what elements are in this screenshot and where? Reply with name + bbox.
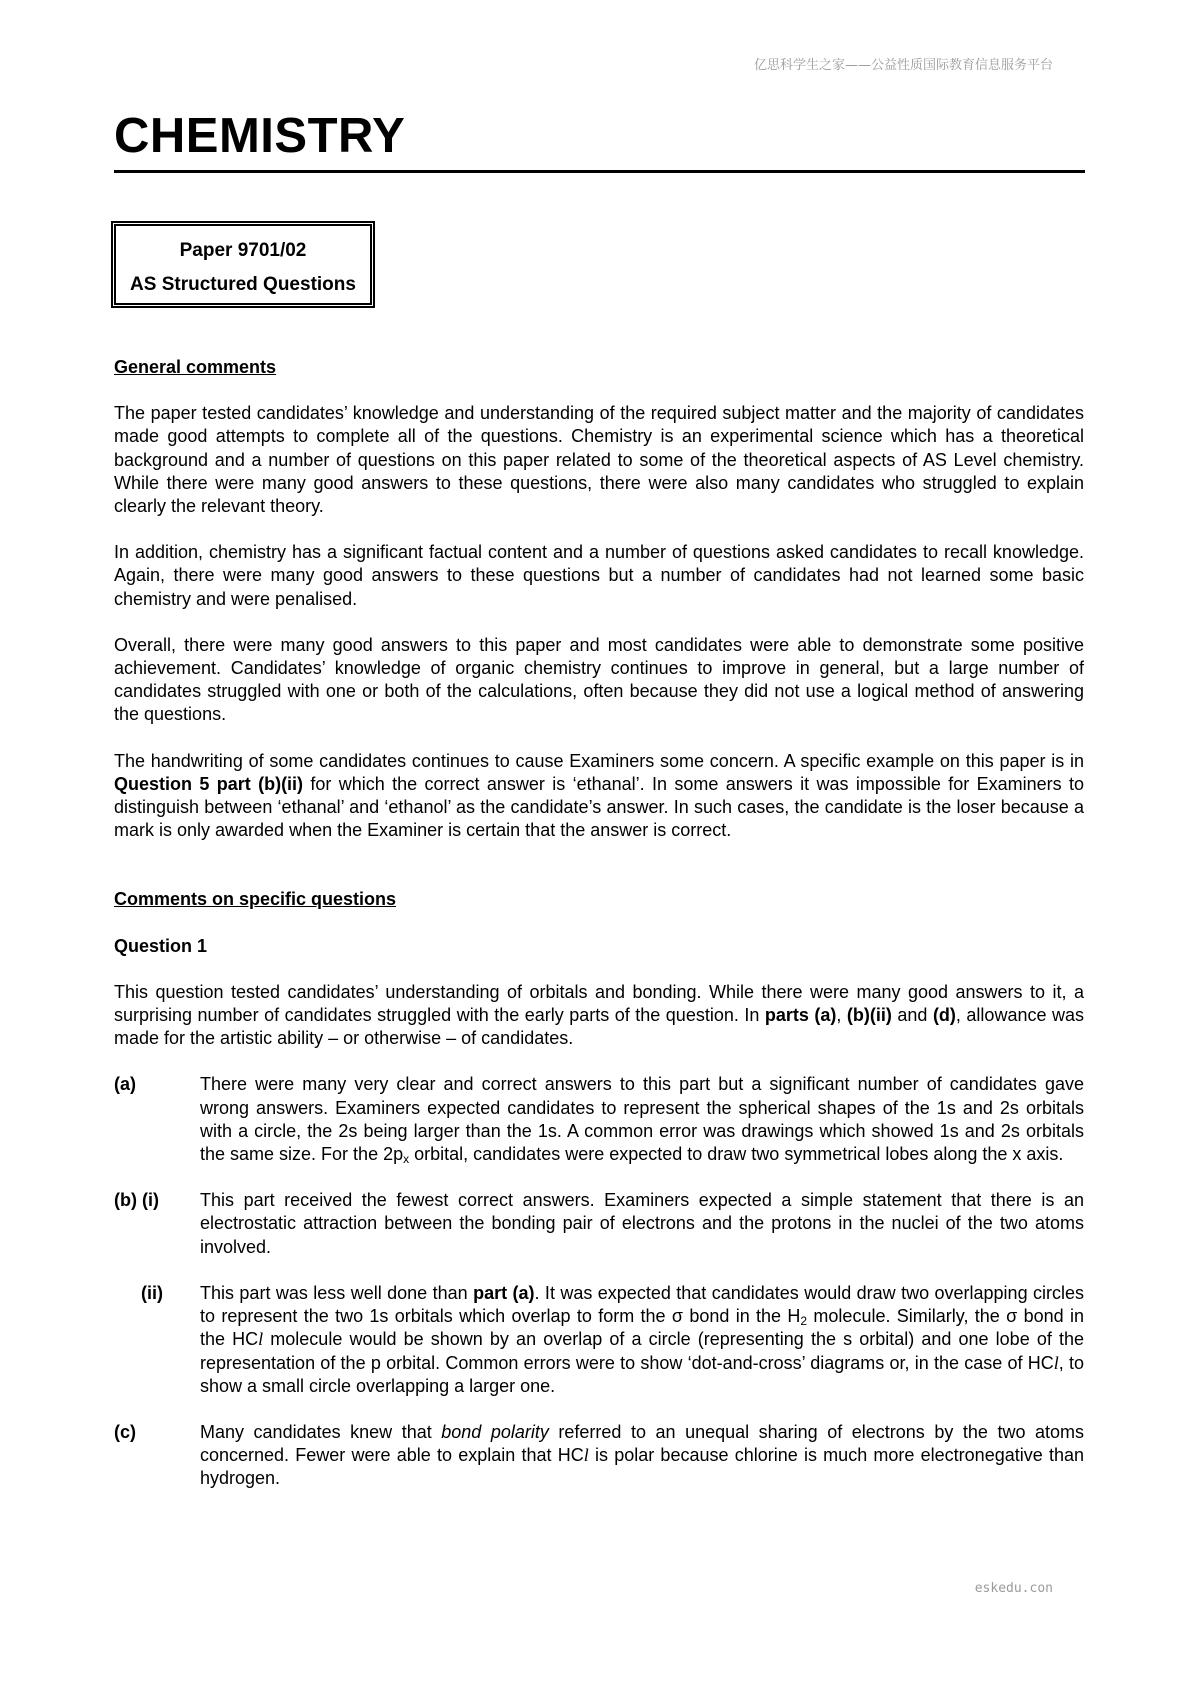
part-a-text: There were many very clear and correct answers to this part but a significant number of candidates gave wrong answers. Examiners expected candidates to represent the spherical shapes of the 1s and 2s orbitals with a circle, the 2s being larger than the 1s. A common error was drawings which showed 1s and 2s orbitals the same size. For the $2p_x$ orbital, candidates were expected to draw two symmetrical lobes along the x axis. [200, 1074, 1084, 1167]
part-b-label: (b) [114, 1190, 137, 1211]
part-c-label: (c) [114, 1421, 136, 1442]
general-comments-heading: General comments [114, 357, 277, 377]
specific-comments-heading: Comments on specific questions [114, 889, 397, 910]
part-b-ii [114, 1282, 1084, 1398]
paper-box [111, 221, 375, 308]
watermark-bottom: eskedu.con [974, 1581, 1053, 1596]
question-1-heading: Question 1 [114, 935, 208, 956]
watermark-top: 亿思科学生之家——公益性质国际教育信息服务平台 [753, 58, 1053, 73]
paper-code: Paper 9701/02 [179, 240, 307, 261]
part-c-text: Many candidates knew that bond polarity referred to an unequal sharing of electrons by the two atoms concerned. Fewer were able to explain that HCl is polar because chlorine is much more electronegative than hydrogen. [200, 1421, 1084, 1489]
part-b-ii-label: (ii) [141, 1282, 163, 1303]
report-content [114, 356, 1084, 1491]
general-paragraph-2: In addition, chemistry has a significant factual content and a number of questions asked candidates to recall knowledge. Again, there were many good answers to these questions but a number of candidates had not learned some basic chemistry and were penalised. [114, 542, 1084, 609]
part-c [114, 1421, 1084, 1491]
part-a [114, 1073, 1084, 1166]
part-b-i [114, 1189, 1084, 1259]
part-b-i-text: This part received the fewest correct answers. Examiners expected a simple statement that there is an electrostatic attraction between the bonding pair of electrons and the protons in the nuclei of the two atoms involved. [200, 1190, 1084, 1257]
paper-subtitle: AS Structured Questions [130, 274, 356, 295]
general-paragraph-1: The paper tested candidates’ knowledge and understanding of the required subject matter and the majority of candidates made good attempts to complete all of the questions. Chemistry is an experimental science which has a theoretical background and a number of questions on this paper related to some of the theoretical aspects of AS Level chemistry. While there were many good answers to these questions, there were also many candidates who struggled to explain clearly the relevant theory. [114, 403, 1084, 517]
general-paragraph-4: The handwriting of some candidates continues to cause Examiners some concern. A specific example on this paper is in Question 5 part (b)(ii) for which the correct answer is ‘ethanal’. In some answers it was impossible for Examiners to distinguish between ‘ethanal’ and ‘ethanol’ as the candidate’s answer. In such cases, the candidate is the loser because a mark is only awarded when the Examiner is certain that the answer is correct. [114, 750, 1084, 841]
part-b-i-label: (i) [142, 1190, 159, 1211]
part-b-ii-text: This part was less well done than part (a). It was expected that candidates would draw two overlapping circles to represent the two 1s orbitals which overlap to form the σ bond in the $H_2$ molecule. Similarly, the σ bond in the HCl molecule would be shown by an overlap of a circle (representing the s orbital) and one lobe of the representation of the p orbital. Common errors were to show ‘dot-and-cross’ diagrams or, in the case of HCl, to show a small circle overlapping a larger one. [200, 1282, 1084, 1396]
part-a-label: (a) [114, 1074, 136, 1095]
general-paragraph-3: Overall, there were many good answers to this paper and most candidates were able to demonstrate some positive achievement. Candidates’ knowledge of organic chemistry continues to improve in general, but a large number of candidates struggled with one or both of the calculations, often because they did not use a logical method of answering the questions. [114, 634, 1084, 725]
page-title: CHEMISTRY [114, 109, 406, 163]
title-rule [114, 170, 1085, 173]
question-1-intro: This question tested candidates’ understanding of orbitals and bonding. While there were many good answers to it, a surprising number of candidates struggled with the early parts of the question. In parts (a), (b)(ii) and (d), allowance was made for the artistic ability – or otherwise – of candidates. [114, 981, 1084, 1049]
